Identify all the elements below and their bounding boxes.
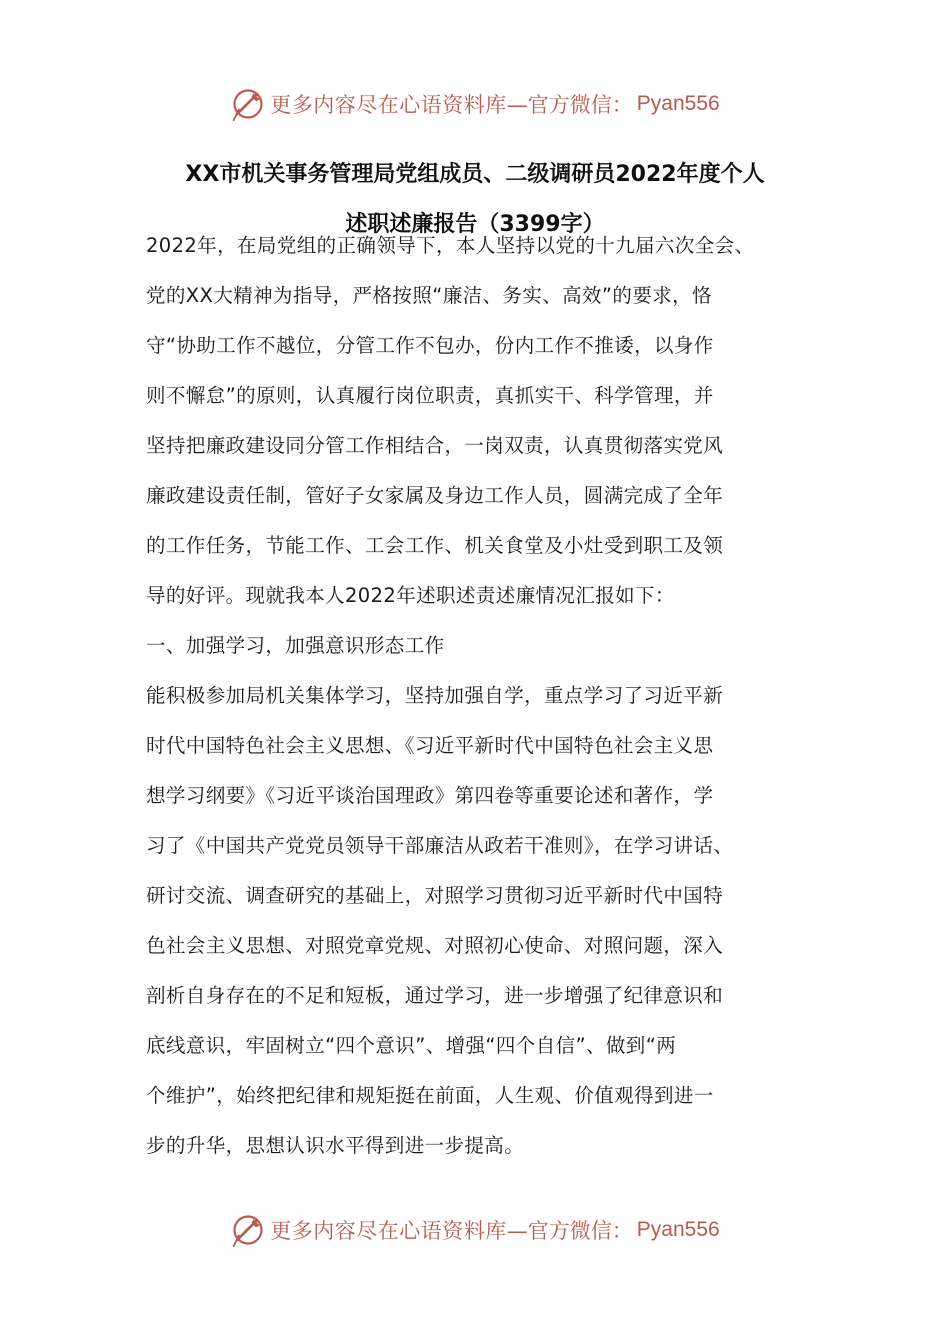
watermark-separator: —官方微信： <box>506 1219 633 1243</box>
body-line: 习了《中国共产党党员领导干部廉洁从政若干准则》，在学习讲话、 <box>146 834 734 857</box>
watermark-text: 更多内容尽在心语资料库 <box>270 93 507 117</box>
section-heading: 一、加强学习，加强意识形态工作 <box>146 634 445 657</box>
body-line: 导的好评。现就我本人2022年述职述责述廉情况汇报如下： <box>146 584 675 607</box>
body-line: 坚持把廉政建设同分管工作相结合，一岗双责，认真贯彻落实党风 <box>146 434 724 457</box>
document-title-line-1: XX市机关事务管理局党组成员、二级调研员2022年度个人 <box>185 162 765 187</box>
body-line: 研讨交流、调查研究的基础上，对照学习贯彻习近平新时代中国特 <box>146 884 724 907</box>
body-line: 步的升华，思想认识水平得到进一步提高。 <box>146 1134 525 1157</box>
watermark-separator: —官方微信： <box>506 93 633 117</box>
watermark-wechat-id: Pyan556 <box>636 1218 720 1241</box>
body-line: 廉政建设责任制，管好子女家属及身边工作人员，圆满完成了全年 <box>146 484 724 507</box>
body-line: 的工作任务，节能工作、工会工作、机关食堂及小灶受到职工及领 <box>146 534 724 557</box>
watermark-text: 更多内容尽在心语资料库 <box>270 1219 507 1243</box>
document-title-line-2: 述职述廉报告（3399字） <box>345 212 605 237</box>
body-line: 色社会主义思想、对照党章党规、对照初心使命、对照问题，深入 <box>146 934 724 957</box>
body-line: 则不懈怠”的原则，认真履行岗位职责，真抓实干、科学管理，并 <box>146 384 714 407</box>
body-line: 2022年，在局党组的正确领导下，本人坚持以党的十九届六次全会、 <box>146 234 755 257</box>
footer-watermark <box>0 1210 950 1250</box>
pen-logo-icon <box>230 1212 266 1248</box>
header-watermark <box>0 84 950 124</box>
body-line: 剖析自身存在的不足和短板，通过学习，进一步增强了纪律意识和 <box>146 984 724 1007</box>
body-line: 想学习纲要》《习近平谈治国理政》第四卷等重要论述和著作，学 <box>146 784 714 807</box>
body-line: 底线意识，牢固树立“四个意识”、增强“四个自信”、做到“两 <box>146 1034 677 1057</box>
watermark-wechat-id: Pyan556 <box>636 92 720 115</box>
body-line: 时代中国特色社会主义思想、《习近平新时代中国特色社会主义思 <box>146 734 714 757</box>
body-line: 能积极参加局机关集体学习，坚持加强自学，重点学习了习近平新 <box>146 684 724 707</box>
body-line: 守“协助工作不越位，分管工作不包办，份内工作不推诿，以身作 <box>146 334 714 357</box>
body-line: 党的XX大精神为指导，严格按照“廉洁、务实、高效”的要求，恪 <box>146 284 712 307</box>
body-line: 个维护”，始终把纪律和规矩挺在前面，人生观、价值观得到进一 <box>146 1084 714 1107</box>
pen-logo-icon <box>230 86 266 122</box>
